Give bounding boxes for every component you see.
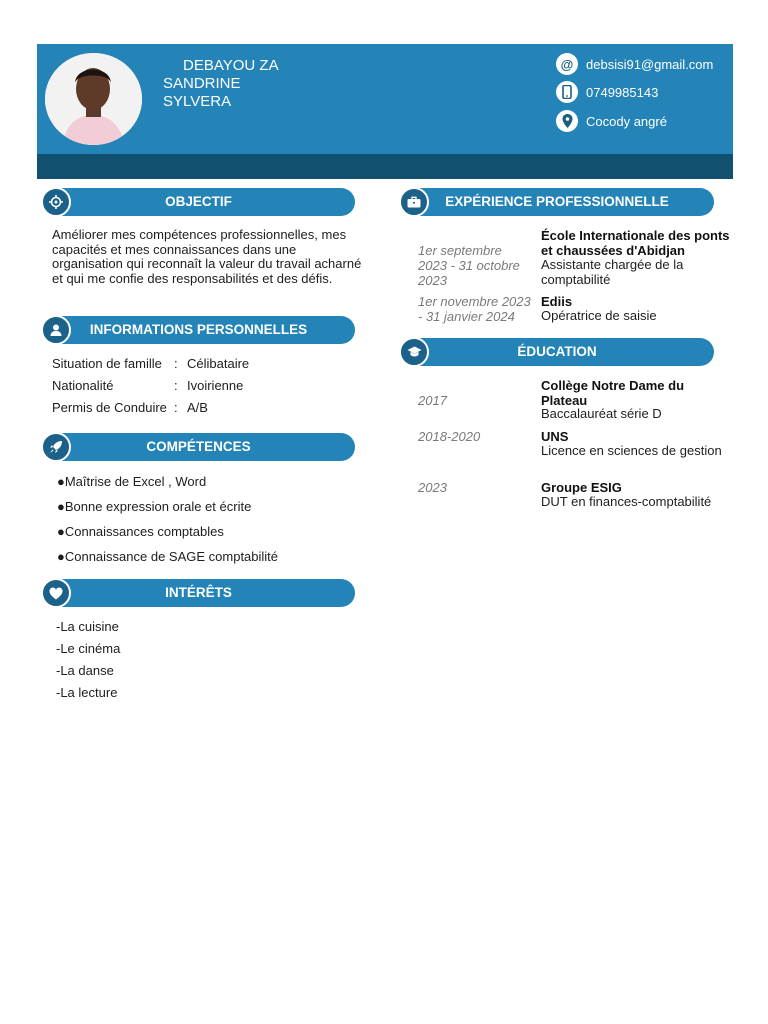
section-title: OBJECTIF (165, 194, 232, 209)
contact-location (556, 110, 667, 132)
competences-list (57, 474, 357, 574)
list-item: ●Bonne expression orale et écrite (57, 499, 252, 514)
list-item: ●Maîtrise de Excel , Word (57, 474, 207, 489)
experience-company: Ediis (541, 294, 573, 309)
info-label: Permis de Conduire (52, 400, 167, 415)
name-line-3: SYLVERA (163, 93, 232, 110)
experience-company: École Internationale des ponts et chaussées d'Abidjan (541, 228, 730, 258)
info-row (52, 356, 352, 378)
avatar (45, 53, 142, 145)
education-school: Groupe ESIG (541, 480, 622, 495)
header-band (37, 154, 733, 179)
section-header-objectif (42, 188, 355, 216)
section-title: COMPÉTENCES (146, 439, 251, 454)
section-title: ÉDUCATION (517, 344, 597, 359)
info-label: Nationalité (52, 378, 114, 393)
section-header-experience (400, 188, 714, 216)
list-item: -Le cinéma (56, 641, 121, 656)
at-icon: @ (556, 53, 578, 75)
experience-role: Opératrice de saisie (541, 308, 657, 323)
info-label: Situation de famille (52, 356, 162, 371)
section-title: EXPÉRIENCE PROFESSIONNELLE (445, 194, 669, 209)
infos-table (52, 356, 352, 422)
section-title: INFORMATIONS PERSONNELLES (89, 322, 308, 337)
interets-list (56, 619, 256, 707)
candidate-name (163, 57, 279, 111)
section-header-competences (42, 433, 355, 461)
email-text[interactable]: debsisi91@gmail.com (586, 56, 714, 72)
info-separator: : (174, 378, 178, 393)
name-line-2: SANDRINE (163, 75, 241, 92)
education-school: UNS (541, 429, 569, 444)
objectif-text: Améliorer mes compétences professionnelles, mes capacités et mes connaissances dans une organisation qui reconnaît la valeur du travail acharné et qui me confie des responsabilités et des défis. (52, 227, 362, 287)
info-separator: : (174, 356, 178, 371)
section-header-interets (42, 579, 355, 607)
experience-date: 1er novembre 2023 - 31 janvier 2024 (418, 294, 531, 324)
info-row (52, 378, 352, 400)
info-row (52, 400, 352, 422)
section-title: INTÉRÊTS (165, 585, 232, 600)
education-degree: DUT en finances-comptabilité (541, 494, 712, 509)
section-header-education (400, 338, 714, 366)
info-value: A/B (187, 400, 208, 415)
list-item: -La cuisine (56, 619, 119, 634)
education-date: 2018-2020 (418, 429, 481, 444)
rocket-icon (41, 432, 71, 462)
graduation-cap-icon (399, 337, 429, 367)
location-text: Cocody angré (586, 113, 667, 129)
section-header-infos (42, 316, 355, 344)
name-line-1: DEBAYOU ZA (183, 57, 279, 74)
list-item: -La lecture (56, 685, 118, 700)
info-value: Ivoirienne (187, 378, 244, 393)
location-pin-icon (556, 110, 578, 132)
experience-date: 1er septembre 2023 - 31 octobre 2023 (418, 243, 520, 288)
phone-icon (556, 81, 578, 103)
phone-text: 0749985143 (586, 84, 659, 100)
heart-icon (41, 578, 71, 608)
user-icon (41, 315, 71, 345)
briefcase-icon (399, 187, 429, 217)
experience-role: Assistante chargée de la comptabilité (541, 257, 684, 287)
education-degree: Baccalauréat série D (541, 406, 662, 421)
info-value: Célibataire (187, 356, 250, 371)
list-item: ●Connaissance de SAGE comptabilité (57, 549, 279, 564)
education-date: 2023 (418, 480, 447, 495)
contact-phone (556, 81, 658, 103)
education-degree: Licence en sciences de gestion (541, 443, 722, 458)
education-date: 2017 (418, 393, 447, 408)
contact-email (556, 53, 713, 75)
list-item: -La danse (56, 663, 114, 678)
list-item: ●Connaissances comptables (57, 524, 224, 539)
info-separator: : (174, 400, 178, 415)
target-icon (41, 187, 71, 217)
education-school: Collège Notre Dame du Plateau (541, 378, 685, 408)
